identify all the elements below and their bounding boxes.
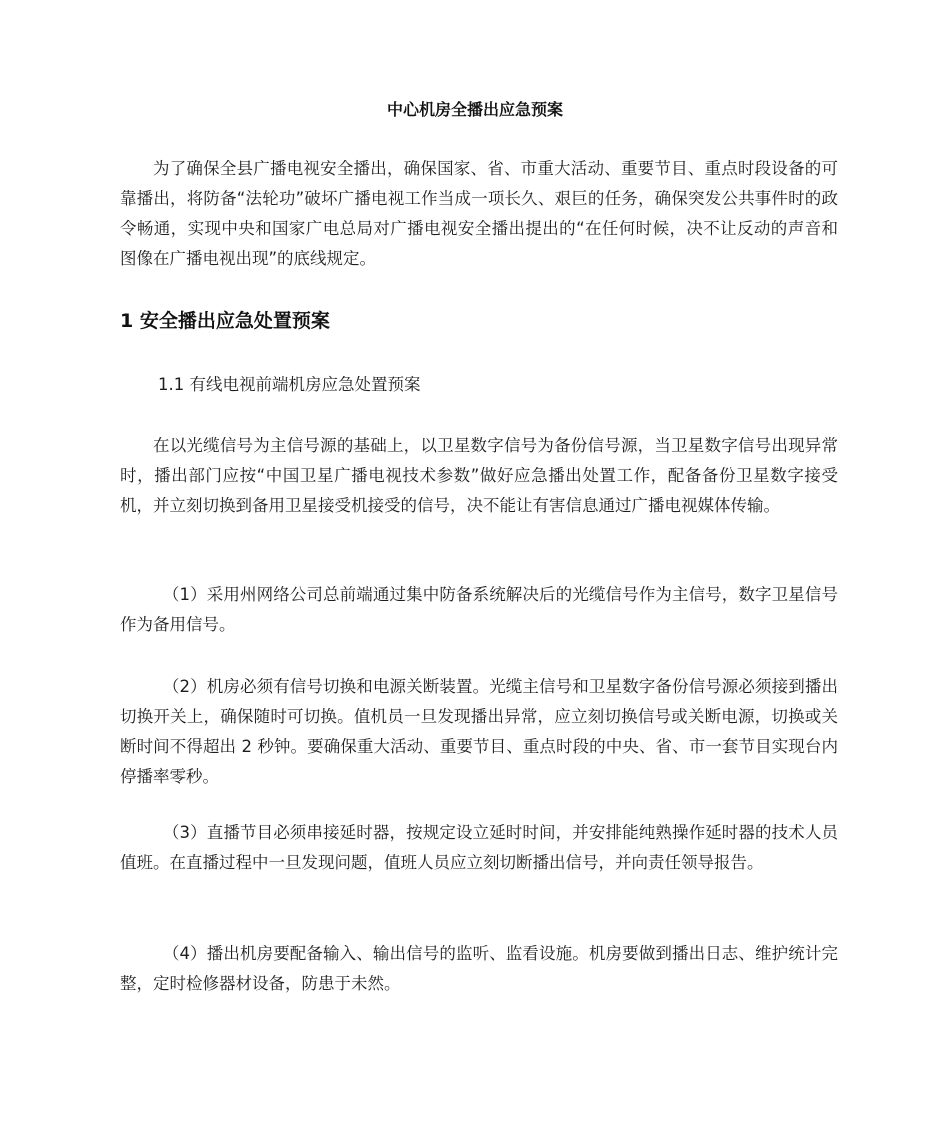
subsection-heading: 1.1 有线电视前端机房应急处置预案 <box>158 375 421 394</box>
section-heading: 1 安全播出应急处置预案 <box>120 310 330 332</box>
document-title: 中心机房全播出应急预案 <box>386 100 563 119</box>
subsection-body-paragraph: 在以光缆信号为主信号源的基础上，以卫星数字信号为备份信号源，当卫星数字信号出现异常时，播出部门应按“中国卫星广播电视技术参数”做好应急播出处置工作，配备备份卫星数字接受机，并立刻切换到备用卫星接受机接受的信号，决不能让有害信息通过广播电视媒体传输。 <box>120 436 838 515</box>
intro-paragraph: 为了确保全县广播电视安全播出，确保国家、省、市重大活动、重要节目、重点时段设备的可靠播出，将防备“法轮功”破坏广播电视工作当成一项长久、艰巨的任务，确保突发公共事件时的政令畅通，实现中央和国家广电总局对广播电视安全播出提出的“在任何时候，决不让反动的声音和图像在广播电视出现”的底线规定。 <box>120 159 838 268</box>
list-item-2: （2）机房必须有信号切换和电源关断装置。光缆主信号和卫星数字备份信号源必须接到播出切换开关上，确保随时可切换。值机员一旦发现播出异常，应立刻切换信号或关断电源，切换或关断时间不得超出 2 秒钟。要确保重大活动、重要节目、重点时段的中央、省、市一套节目实现台内停播率零秒。 <box>120 677 838 786</box>
list-item-1: （1）采用州网络公司总前端通过集中防备系统解决后的光缆信号作为主信号，数字卫星信号作为备用信号。 <box>120 585 838 634</box>
list-item-3: （3）直播节目必须串接延时器，按规定设立延时时间，并安排能纯熟操作延时器的技术人员值班。在直播过程中一旦发现问题，值班人员应立刻切断播出信号，并向责任领导报告。 <box>120 823 838 872</box>
list-item-4: （4）播出机房要配备输入、输出信号的监听、监看设施。机房要做到播出日志、维护统计完整，定时检修器材设备，防患于未然。 <box>120 944 838 993</box>
